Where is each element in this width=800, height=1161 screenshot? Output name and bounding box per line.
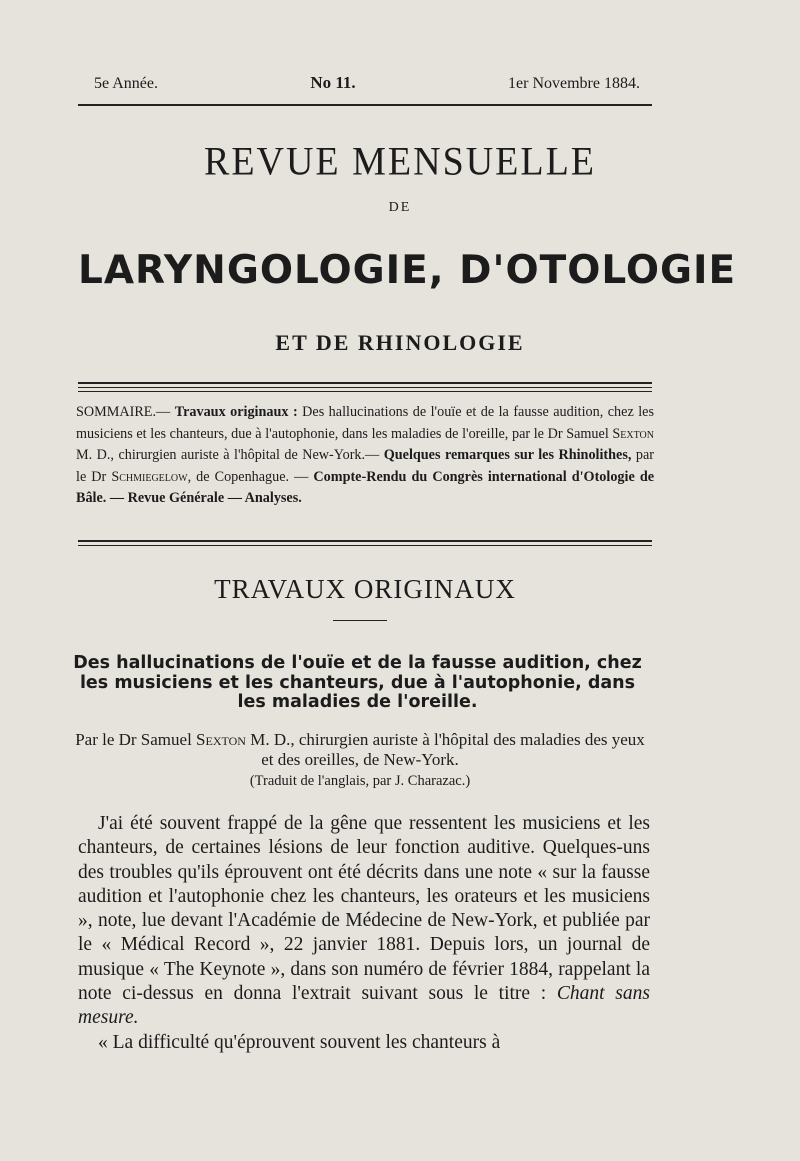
paragraph: [78, 812, 650, 1031]
paragraph-italic: Chant sans mesure.: [78, 983, 650, 1029]
issue-date: 1er Novembre 1884.: [508, 75, 640, 92]
summary-part1-text-b: M. D., chirurgien auriste à l'hôpital de New-York.—: [76, 447, 384, 463]
masthead-line1: REVUE MENSUELLE: [203, 139, 597, 185]
byline-prefix: Par le Dr Samuel: [75, 730, 197, 749]
summary-label: SOMMAIRE.—: [76, 404, 175, 420]
byline-suffix: M. D., chirurgien auriste à l'hôpital des maladies des yeux et des oreilles, de New-York.: [245, 730, 645, 769]
summary-rule-thick: [78, 540, 652, 542]
summary-part2-heading: Quelques remarques sur les Rhinolithes,: [383, 447, 632, 463]
summary-block: [76, 402, 654, 510]
section-rule: [333, 620, 387, 621]
masthead-rule-thin: [78, 387, 652, 388]
masthead-rule-thick: [78, 382, 652, 384]
summary-part2-text-b: , de Copenhague. —: [187, 468, 314, 485]
running-header: [94, 73, 640, 93]
summary-author2: Schmiegelow: [111, 468, 188, 485]
paragraph: « La difficulté qu'éprouvent souvent les chanteurs à: [98, 1031, 501, 1053]
translator-note: (Traduit de l'anglais, par J. Charazac.): [249, 773, 471, 789]
summary-author1: Sexton: [612, 425, 654, 442]
article-body: [78, 812, 650, 1055]
summary-part1-text: Des hallucinations de l'ouïe et de la fausse audition, chez les musiciens et les chanteurs, due à l'autophonie, dans les maladies de l'oreille, par le Dr Samuel: [76, 404, 654, 442]
article-byline: [70, 730, 650, 770]
paragraph-text: J'ai été souvent frappé de la gêne que ressentent les musiciens et les chanteurs, de certaines lésions de leur fonction auditive. Quelques-uns des troubles qu'ils éprouvent ont été décrits dans une note « sur la fausse audition et l'autophonie chez les chanteurs, les orateurs et les musiciens », note, lue devant l'Académie de Médecine de New-York, et publiée par le « Médical Record », 22 janvier 1881. Depuis lors, un journal de musique « The Keynote », dans son numéro de février 1884, rappelant la note ci-dessus en donna l'extrait suivant sous le titre :: [78, 813, 650, 1005]
issue-number: No 11.: [310, 73, 356, 92]
masthead-line2: DE: [388, 200, 412, 215]
year-label: 5e Année.: [94, 75, 158, 92]
summary-part2-text: par le Dr: [76, 447, 654, 485]
masthead-rule-thin-2: [78, 391, 652, 392]
byline-author: Sexton: [196, 730, 246, 749]
summary-part1-heading: Travaux originaux :: [174, 404, 298, 420]
article-title: Des hallucinations de l'ouïe et de la fausse audition, chez les musiciens et les chanteurs, due à l'autophonie, dans les maladies de l'oreille.: [73, 653, 642, 712]
summary-rule-thin: [78, 545, 652, 546]
masthead-line3: LARYNGOLOGIE, D'OTOLOGIE: [78, 248, 737, 293]
masthead-line4: ET DE RHINOLOGIE: [275, 330, 525, 355]
section-title: TRAVAUX ORIGINAUX: [214, 574, 516, 604]
summary-part3-heading: Compte-Rendu du Congrès international d'Otologie de Bâle. — Revue Générale — Analyses.: [76, 468, 655, 506]
header-rule: [78, 104, 652, 106]
